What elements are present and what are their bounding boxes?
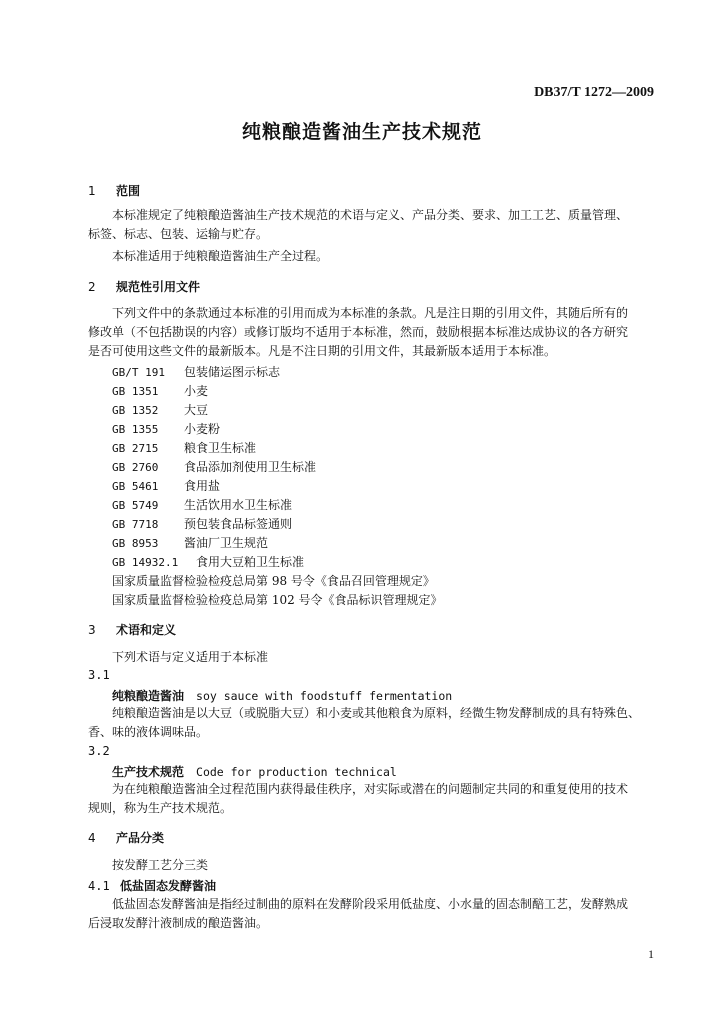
reference-item: [112, 496, 292, 513]
section-number: 3: [88, 623, 96, 637]
reference-title: 食用大豆粕卫生标准: [196, 555, 305, 569]
reference-title: 大豆: [184, 403, 209, 417]
section-4-heading: [88, 829, 164, 846]
reference-title: 预包装食品标签通则: [184, 517, 293, 531]
section-title: 规范性引用文件: [116, 280, 201, 294]
reference-item: [112, 363, 280, 380]
text-line: 下列文件中的条款通过本标准的引用而成为本标准的条款。凡是注日期的引用文件，其随后所有的: [112, 306, 629, 320]
standard-number: DB37/T 1272—2009: [534, 85, 654, 100]
reference-item: [112, 420, 220, 437]
reference-title: 小麦: [184, 384, 209, 398]
reference-code: GB 5461: [112, 480, 159, 493]
section-title: 范围: [116, 184, 141, 198]
text-line: 纯粮酿造酱油是以大豆（或脱脂大豆）和小麦或其他粮食为原料，经微生物发酵制成的具有特殊色、: [112, 706, 641, 720]
reference-code: GB 1352: [112, 404, 159, 417]
text-line: 本标准规定了纯粮酿造酱油生产技术规范的术语与定义、产品分类、要求、加工工艺、质量管理、: [112, 208, 629, 222]
reference-code: GB 7718: [112, 518, 159, 531]
page-number: 1: [648, 947, 654, 961]
reference-title: 小麦粉: [184, 422, 221, 436]
section-number: 1: [88, 184, 96, 198]
reference-code: GB 2760: [112, 461, 159, 474]
section-2-heading: [88, 278, 200, 295]
section-2-paragraph: [88, 304, 658, 361]
decree-reference: 国家质量监督检验检疫总局第 102 号令《食品标识管理规定》: [112, 593, 443, 607]
reference-title: 酱油厂卫生规范: [184, 536, 269, 550]
reference-item: [112, 439, 256, 456]
term-3-1-number: 3.1: [88, 668, 110, 682]
section-1-heading: [88, 182, 140, 199]
section-4-1-heading: [88, 877, 216, 894]
reference-code: GB 5749: [112, 499, 159, 512]
reference-item: [112, 534, 268, 551]
term-3-2: [112, 763, 397, 780]
text-line: 后浸取发酵汁液制成的酿造酱油。: [88, 916, 269, 930]
section-title: 产品分类: [116, 831, 165, 845]
reference-title: 包装储运图示标志: [184, 365, 281, 379]
section-1-paragraph-1: [88, 206, 658, 244]
reference-title: 食品添加剂使用卫生标准: [184, 460, 317, 474]
term-3-2-number: 3.2: [88, 744, 110, 758]
reference-code: GB/T 191: [112, 366, 165, 379]
reference-item: [112, 382, 208, 399]
reference-title: 粮食卫生标准: [184, 441, 257, 455]
term-english: soy sauce with foodstuff fermentation: [196, 689, 453, 703]
reference-item: [112, 401, 208, 418]
reference-item: [112, 477, 220, 494]
term-3-1: [112, 687, 452, 704]
section-title: 术语和定义: [116, 623, 177, 637]
term-chinese: 纯粮酿造酱油: [112, 689, 185, 703]
section-3-heading: [88, 621, 176, 638]
term-3-1-definition: [88, 704, 658, 742]
term-chinese: 生产技术规范: [112, 765, 185, 779]
reference-item: [112, 458, 316, 475]
section-number: 2: [88, 280, 96, 294]
section-3-intro: 下列术语与定义适用于本标准: [112, 650, 269, 664]
text-line: 低盐固态发酵酱油是指经过制曲的原料在发酵阶段采用低盐度、小水量的固态制醅工艺，发酵熟成: [112, 897, 629, 911]
section-1-paragraph-2: 本标准适用于纯粮酿造酱油生产全过程。: [112, 249, 329, 263]
term-english: Code for production technical: [196, 765, 397, 779]
text-line: 香、味的液体调味品。: [88, 725, 209, 739]
text-line: 修改单（不包括勘误的内容）或修订版均不适用于本标准，然而，鼓励根据本标准达成协议的各方研究: [88, 325, 629, 339]
section-4-1-definition: [88, 895, 658, 933]
reference-code: GB 8953: [112, 537, 159, 550]
reference-code: GB 1351: [112, 385, 159, 398]
term-3-2-definition: [88, 780, 658, 818]
section-number: 4: [88, 831, 96, 845]
section-title: 低盐固态发酵酱油: [120, 879, 217, 893]
document-title: 纯粮酿造酱油生产技术规范: [241, 121, 482, 143]
text-line: 标签、标志、包装、运输与贮存。: [88, 227, 269, 241]
reference-code: GB 1355: [112, 423, 159, 436]
text-line: 为在纯粮酿造酱油全过程范围内获得最佳秩序，对实际或潜在的问题制定共同的和重复使用的技术: [112, 782, 629, 796]
text-line: 是否可使用这些文件的最新版本。凡是不注日期的引用文件，其最新版本适用于本标准。: [88, 344, 557, 358]
reference-code: GB 2715: [112, 442, 159, 455]
section-4-intro: 按发酵工艺分三类: [112, 858, 209, 872]
decree-reference: 国家质量监督检验检疫总局第 98 号令《食品召回管理规定》: [112, 574, 435, 588]
reference-item: [112, 515, 292, 532]
section-number: 4.1: [88, 879, 110, 893]
text-line: 规则，称为生产技术规范。: [88, 801, 233, 815]
reference-title: 生活饮用水卫生标准: [184, 498, 293, 512]
reference-item: [112, 553, 304, 570]
reference-title: 食用盐: [184, 479, 221, 493]
reference-code: GB 14932.1: [112, 556, 179, 569]
